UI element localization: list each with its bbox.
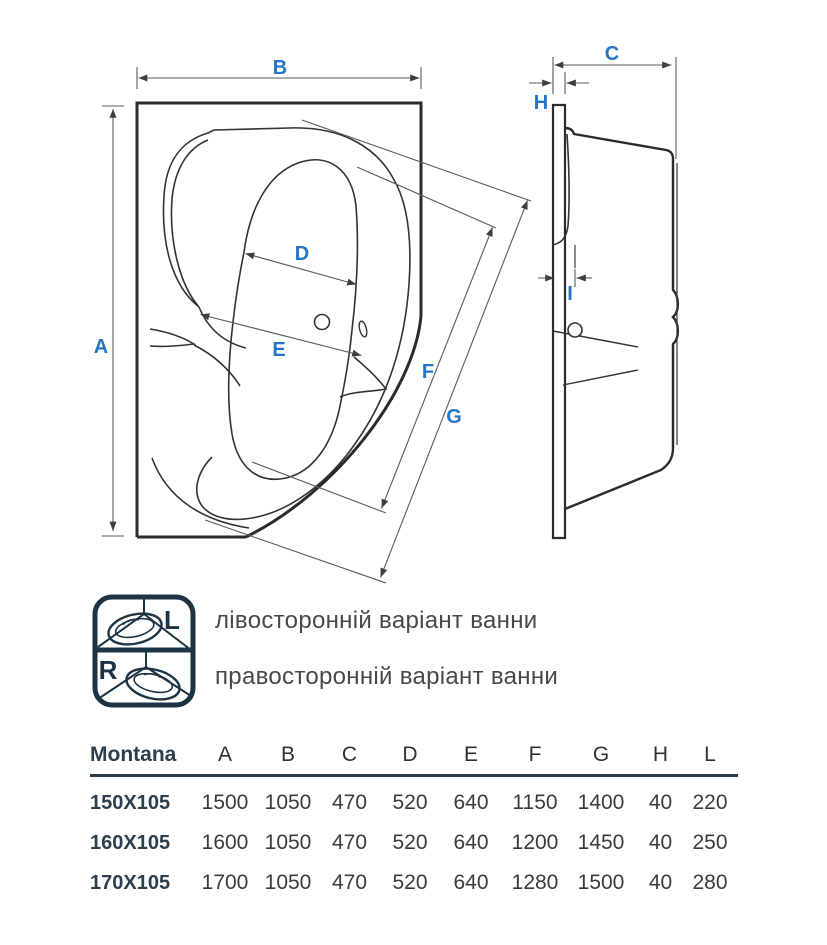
table-header-rule: [90, 774, 738, 777]
table-cell: 520: [392, 791, 428, 814]
table-cell: 1050: [264, 871, 312, 894]
side-view-dimensions: [529, 57, 676, 287]
table-cell: 250: [692, 831, 728, 854]
side-overflow-hole: [568, 323, 582, 337]
dim-label-a: A: [93, 336, 109, 358]
column-header-e: E: [463, 743, 478, 766]
column-header-a: A: [217, 743, 232, 766]
table-header-row: [90, 738, 738, 772]
column-header-h: H: [652, 743, 669, 766]
table-cell: 640: [453, 831, 489, 854]
table-model-name: Montana: [90, 743, 177, 766]
dim-ext-C: [553, 57, 676, 159]
dimension-table: [90, 738, 738, 903]
column-header-f: F: [528, 743, 542, 766]
table-cell: 1280: [511, 871, 559, 894]
jet-nozzle: [358, 320, 368, 337]
waterline-lower: [563, 370, 638, 385]
column-header-g: G: [592, 743, 610, 766]
column-header-l: L: [704, 743, 716, 766]
column-header-c: C: [341, 743, 358, 766]
apron-inner-line: [152, 458, 249, 528]
table-cell: 1050: [264, 831, 312, 854]
row-size-label: 160X105: [90, 831, 171, 854]
table-cell: 1500: [201, 791, 249, 814]
table-cell: 640: [453, 791, 489, 814]
table-cell: 1200: [511, 831, 559, 854]
rim-waist-lower-curve: [194, 345, 240, 386]
rim-double-line: [171, 140, 208, 307]
right-armrest-tip: [340, 357, 386, 397]
side-view-drawing: [553, 105, 678, 538]
dim-ext-H: [553, 72, 565, 94]
orientation-icon: [95, 597, 193, 705]
basin-outline: [229, 160, 358, 479]
table-cell: 1150: [512, 791, 558, 814]
letter-r: R: [98, 655, 118, 685]
table-cell: 470: [331, 871, 368, 894]
table-cell: 280: [692, 871, 728, 894]
dim-label-h: H: [533, 92, 549, 114]
letter-l: L: [164, 605, 180, 635]
table-cell: 1400: [577, 791, 625, 814]
table-cell: 520: [392, 871, 428, 894]
table-cell: 520: [392, 831, 428, 854]
table-cell: 1450: [577, 831, 625, 854]
overflow-hole: [315, 315, 330, 330]
table-cell: 40: [648, 831, 673, 854]
table-cell: 40: [648, 871, 673, 894]
row-size-label: 150X105: [90, 791, 171, 814]
table-cell: 1050: [264, 791, 312, 814]
dim-label-f: F: [421, 361, 435, 383]
table-cell: 1500: [577, 871, 625, 894]
dim-ext-G-top: [302, 120, 531, 201]
table-row: [90, 863, 738, 903]
dim-label-d: D: [294, 243, 310, 265]
row-size-label: 170X105: [90, 871, 171, 894]
table-row: [90, 823, 738, 863]
table-cell: 1600: [201, 831, 249, 854]
table-cell: 1700: [201, 871, 249, 894]
rim-waist-curve: [199, 307, 246, 348]
dim-line-G: [381, 201, 528, 578]
dim-ext-F-bottom: [252, 462, 386, 513]
dim-label-g: G: [446, 406, 462, 428]
dim-line-F: [382, 228, 493, 509]
dim-label-i: I: [567, 283, 573, 305]
table-cell: 220: [692, 791, 728, 814]
legend-right-variant-text: правосторонній варіант ванни: [215, 663, 559, 690]
end-panel: [553, 105, 565, 538]
dim-ext-F-top: [357, 167, 496, 228]
dim-label-c: C: [604, 43, 620, 65]
table-cell: 640: [453, 871, 489, 894]
legend-left-variant-text: лівосторонній варіант ванни: [215, 607, 538, 634]
table-cell: 470: [331, 831, 368, 854]
side-profile: [565, 128, 678, 509]
table-cell: 470: [331, 791, 368, 814]
dim-label-e: E: [272, 339, 286, 361]
table-row: [90, 783, 738, 823]
column-header-d: D: [402, 743, 418, 766]
dim-label-b: B: [272, 57, 288, 79]
dim-ext-G-bottom: [205, 520, 386, 583]
column-header-b: B: [280, 743, 295, 766]
left-armrest-tip: [150, 329, 194, 346]
rim-outer-edge: [163, 128, 409, 520]
table-body: [90, 783, 738, 903]
top-view-dimensions: [102, 67, 531, 583]
table-cell: 40: [648, 791, 673, 814]
